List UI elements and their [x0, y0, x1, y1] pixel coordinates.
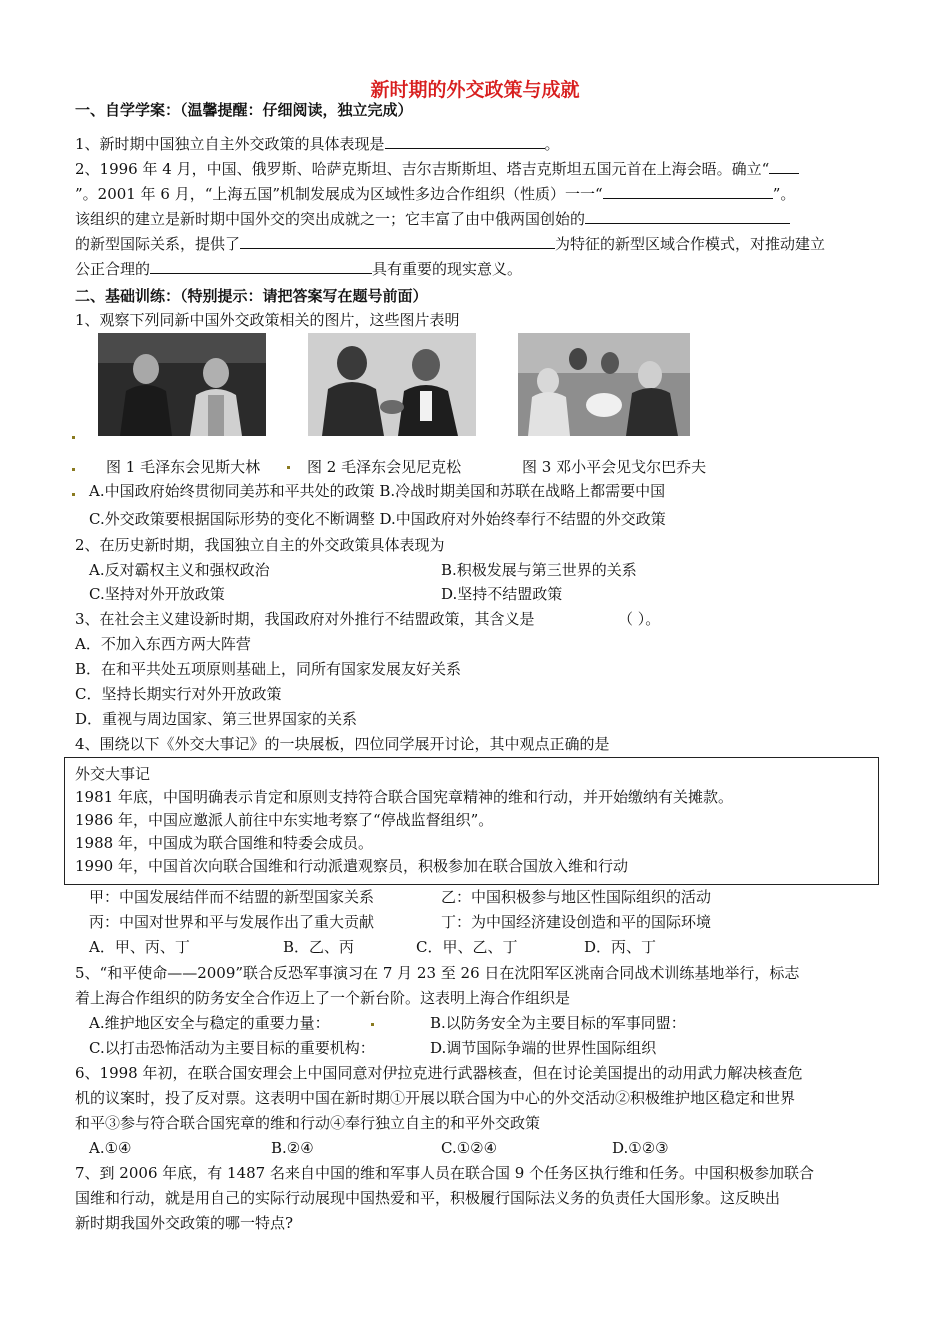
s2-q2: 2、在历史新时期，我国独立自主的外交政策具体表现为	[75, 536, 445, 554]
stray-mark	[371, 1023, 374, 1026]
box-event: 1981 年底，中国明确表示肯定和原则支持符合联合国宪章精神的维和行动，并开始缴纳有关摊款。	[75, 788, 733, 806]
answer-blank	[385, 134, 545, 149]
photo-mao-nixon	[308, 333, 476, 436]
q1-options-cd: C.外交政策要根据国际形势的变化不断调整 D.中国政府对外始终奉行不结盟的外交政策	[89, 510, 666, 528]
q5-option-d: D.调节国际争端的世界性国际组织	[430, 1039, 657, 1057]
s2-q1: 1、观察下列同新中国外交政策相关的图片，这些图片表明	[75, 311, 460, 329]
q3-option-a: A．不加入东西方两大阵营	[75, 635, 251, 653]
q3-option-b: B．在和平共处五项原则基础上，同所有国家发展友好关系	[75, 660, 462, 678]
page-title: 新时期的外交政策与成就	[370, 79, 580, 101]
s2-q5-line1: 5、“和平使命——2009”联合反恐军事演习在 7 月 23 至 26 日在沈阳军区洮南合同战术训练基地举行，标志	[75, 964, 800, 982]
stray-mark	[72, 468, 75, 471]
q6-option-c: C.①②④	[441, 1139, 498, 1157]
q1-options-ab: A.中国政府始终贯彻同美苏和平共处的政策 B.冷战时期美国和苏联在战略上都需要中国	[89, 482, 666, 500]
q4-option-d: D．丙、丁	[584, 938, 657, 956]
answer-blank	[603, 184, 773, 199]
diplomacy-events-box	[64, 757, 879, 885]
q6-option-b: B.②④	[271, 1139, 314, 1157]
photo-mao-stalin	[98, 333, 266, 436]
box-event: 1990 年，中国首次向联合国维和行动派遣观察员，积极参加在联合国放入维和行动	[75, 857, 628, 875]
q3-paren: （ ）。	[618, 610, 661, 628]
answer-blank	[585, 209, 790, 224]
s2-q3: 3、在社会主义建设新时期，我国政府对外推行不结盟政策，其含义是	[75, 610, 535, 628]
q6-option-d: D.①②③	[612, 1139, 669, 1157]
q5-option-a: A.维护地区安全与稳定的重要力量：	[89, 1014, 330, 1032]
q4-statement-jia: 甲：中国发展结伴而不结盟的新型国家关系	[89, 888, 375, 906]
caption-fig1: 图 1 毛泽东会见斯大林	[106, 458, 261, 476]
q5-option-c: C.以打击恐怖活动为主要目标的重要机构：	[89, 1039, 375, 1057]
q4-statement-yi: 乙：中国积极参与地区性国际组织的活动	[441, 888, 712, 906]
box-event: 1988 年，中国成为联合国维和特委会成员。	[75, 834, 373, 852]
q6-option-a: A.①④	[89, 1139, 132, 1157]
s1-q2-line2: ”。2001 年 6 月，“上海五国”机制发展成为区域性多边合作组织（性质）一一“ ”。	[75, 185, 796, 203]
q2-option-d: D.坚持不结盟政策	[441, 585, 563, 603]
s2-q4: 4、围绕以下《外交大事记》的一块展板，四位同学展开讨论，其中观点正确的是	[75, 735, 610, 753]
s2-q6-line2: 机的议案时，投了反对票。这表明中国在新时期①开展以联合国为中心的外交活动②积极维护地区稳定和世界	[75, 1089, 796, 1107]
photo-deng-gorbachev	[518, 333, 690, 436]
caption-fig3: 图 3 邓小平会见戈尔巴乔夫	[522, 458, 707, 476]
s2-q7-line3: 新时期我国外交政策的哪一特点?	[75, 1214, 294, 1232]
section2-heading: 二、基础训练：（特别提示：请把答案写在题号前面）	[75, 287, 428, 305]
box-title: 外交大事记	[75, 765, 151, 783]
s1-q1: 1、新时期中国独立自主外交政策的具体表现是 。	[75, 135, 560, 153]
box-event: 1986 年，中国应邀派人前往中东实地考察了“停战监督组织”。	[75, 811, 494, 829]
q4-statement-ding: 丁：为中国经济建设创造和平的国际环境	[441, 913, 712, 931]
q4-statement-bing: 丙：中国对世界和平与发展作出了重大贡献	[89, 913, 375, 931]
answer-blank	[150, 259, 372, 274]
stray-mark	[72, 436, 75, 439]
stray-mark	[287, 466, 290, 469]
q2-option-a: A.反对霸权主义和强权政治	[89, 561, 270, 579]
s2-q7-line2: 国维和行动，就是用自己的实际行动展现中国热爱和平，积极履行国际法义务的负责任大国形象。这反映出	[75, 1189, 781, 1207]
answer-blank	[240, 234, 555, 249]
s2-q5-line2: 着上海合作组织的防务安全合作迈上了一个新台阶。这表明上海合作组织是	[75, 989, 571, 1007]
answer-blank	[769, 159, 799, 174]
section1-heading: 一、自学学案：（温馨提醒：仔细阅读，独立完成）	[75, 101, 413, 119]
q4-option-c: C．甲、乙、丁	[416, 938, 518, 956]
q3-option-c: C．坚持长期实行对外开放政策	[75, 685, 282, 703]
caption-fig2: 图 2 毛泽东会见尼克松	[307, 458, 462, 476]
s1-q2-line4: 的新型国际关系，提供了 为特征的新型区域合作模式，对推动建立	[75, 235, 826, 253]
s1-q2-line3: 该组织的建立是新时期中国外交的突出成就之一；它丰富了由中俄两国创始的	[75, 209, 790, 229]
s1-q2-line5: 公正合理的 具有重要的现实意义。	[75, 260, 523, 278]
q5-option-b: B.以防务安全为主要目标的军事同盟：	[430, 1014, 686, 1032]
q2-option-c: C.坚持对外开放政策	[89, 585, 225, 603]
s2-q7-line1: 7、到 2006 年底，有 1487 名来自中国的维和军事人员在联合国 9 个任务区执行维和任务。中国积极参加联合	[75, 1164, 815, 1182]
s2-q6-line1: 6、1998 年初，在联合国安理会上中国同意对伊拉克进行武器核查，但在讨论美国提出的动用武力解决核查危	[75, 1064, 803, 1082]
stray-mark	[72, 493, 75, 496]
q3-option-d: D．重视与周边国家、第三世界国家的关系	[75, 710, 358, 728]
q4-option-b: B．乙、丙	[283, 938, 355, 956]
s2-q6-line3: 和平③参与符合联合国宪章的维和行动④奉行独立自主的和平外交政策	[75, 1114, 541, 1132]
q4-option-a: A．甲、丙、丁	[89, 938, 190, 956]
q2-option-b: B.积极发展与第三世界的关系	[441, 561, 637, 579]
s1-q2-line1: 2、1996 年 4 月，中国、俄罗斯、哈萨克斯坦、吉尔吉斯斯坦、塔吉克斯坦五国元首在上海会晤。确立“	[75, 159, 799, 179]
